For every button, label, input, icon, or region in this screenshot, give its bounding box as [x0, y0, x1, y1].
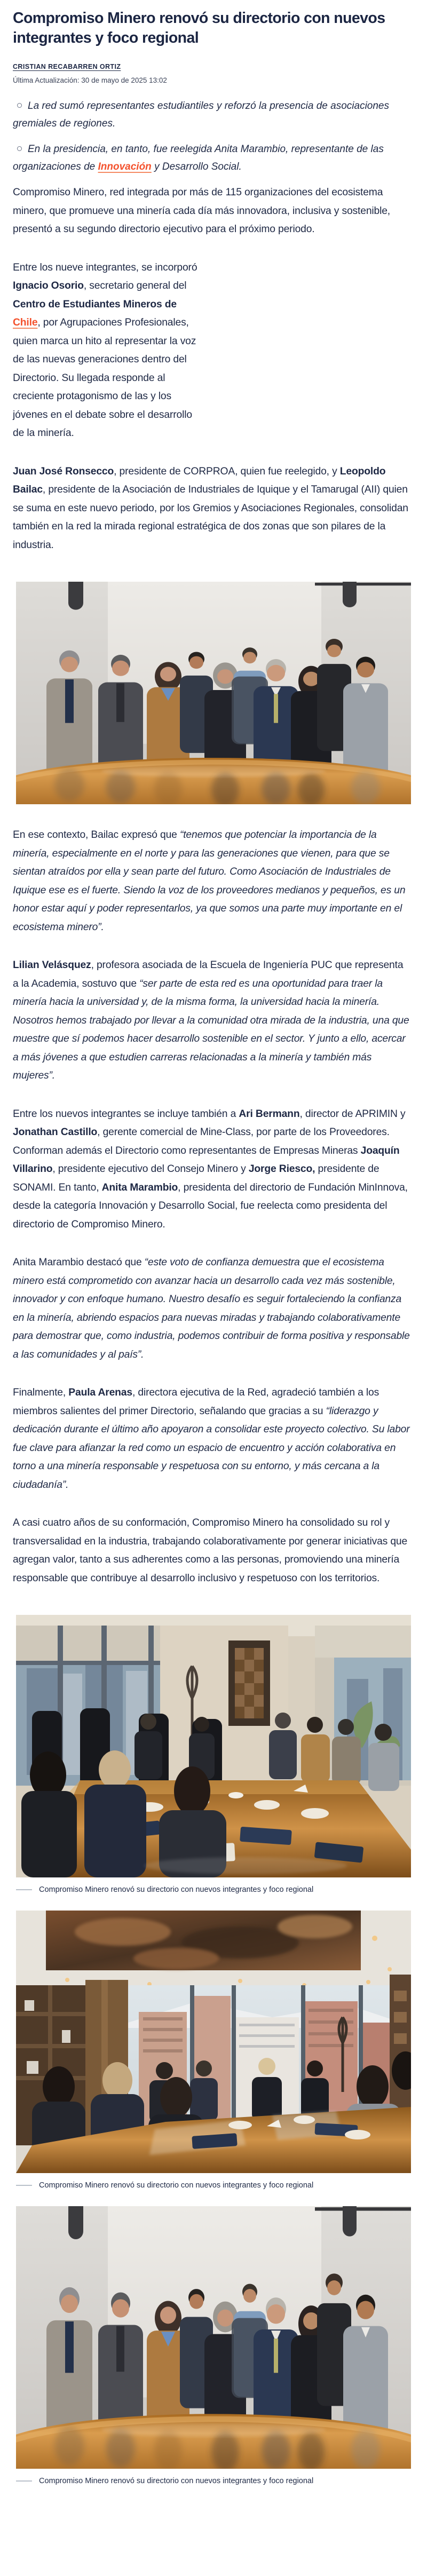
paragraph — [13, 1105, 411, 1234]
text-segment: “liderazgo y dedicación durante el último año apoyaron a consolidar este proyecto colectivo. Su labor fue clave para afianzar la red como un espacio de encuentro y acción colaborativa en torno a una minería responsable y respetuosa con su entorno, y más cercana a la ciudadanía”. — [13, 1405, 410, 1491]
photo-boardroom-city — [16, 1911, 411, 2173]
text-segment: En la presidencia, en tanto, fue reelegida Anita Marambio, representante de las organizaciones de — [13, 144, 384, 172]
text-segment: Juan José Ronsecco — [13, 465, 114, 477]
figure-caption — [16, 2476, 411, 2486]
caption-dash-icon — [16, 2185, 32, 2186]
caption-text: Compromiso Minero renovó su directorio con nuevos integrantes y foco regional — [39, 2477, 314, 2485]
text-segment: Centro de Estudiantes Mineros de — [13, 298, 177, 310]
photo-directors-group-2 — [16, 2206, 411, 2469]
text-segment: Jorge Riesco, — [248, 1163, 315, 1175]
bullet-icon — [17, 146, 22, 151]
paragraph — [13, 184, 411, 239]
text-segment: , presidente de CORPROA, quien fue reelegido, y — [114, 465, 340, 477]
text-segment: y Desarrollo Social. — [151, 161, 242, 172]
article-continued — [0, 821, 427, 1615]
text-segment: En ese contexto, Bailac expresó que — [13, 829, 180, 841]
article — [0, 0, 427, 582]
text-segment: Joaquín Villarino — [13, 1145, 400, 1175]
text-segment: Paula Arenas — [68, 1387, 132, 1398]
figure-2 — [16, 1615, 411, 1895]
text-segment: “ser parte de esta red es una oportunidad para traer la minería hacia la universidad y, de la misma forma, la universidad hacia la minería. Nosotros hemos trabajado por llevar a la comunidad otra mirada de la industria, una que muestre que sí podemos hacer desarrollo sostenible en el sector. Y junto a ello, acercar a más jóvenes a que estudien carreras relacionadas a la minería y también más mujeres”. — [13, 978, 409, 1081]
text-segment: Entre los nuevos integrantes se incluye también a — [13, 1108, 239, 1120]
text-segment: , profesora asociada de la Escuela de Ingeniería PUC que representa a la Academia, sostuvo que — [13, 960, 404, 989]
text-segment: Compromiso Minero, red integrada por más de 115 organizaciones del ecosistema minero, que promueve una minería cada día más innovadora, inclusiva y sostenible, presentó a su segundo directorio ejecutivo para el próximo periodo. — [13, 187, 391, 235]
highlight-text — [13, 144, 384, 172]
highlight-text — [13, 100, 389, 129]
text-segment: “este voto de confianza demuestra que el ecosistema minero está comprometido con avanzar hacia un desarrollo cada vez más sostenible, innovador y con enfoque humano. Nuestro desafío es seguir fortaleciendo la confianza en la minería, abriendo espacios para nuevas miradas y trabajando colaborativamente para demostrar que, como industria, podemos contribuir de forma positiva y responsable a las comunidades y al país”. — [13, 1257, 410, 1360]
figure-4 — [16, 2206, 411, 2486]
text-segment: La red sumó representantes estudiantiles y reforzó la presencia de asociaciones gremiales de regiones. — [13, 100, 389, 129]
page-title: Compromiso Minero renovó su directorio con nuevos integrantes y foco regional — [13, 10, 385, 46]
figure-caption — [16, 2181, 411, 2190]
text-segment: , presidenta del directorio de Fundación MinInnova, desde la categoría Innovación y Desarrollo Social, fue reelecta como presidenta del directorio de Compromiso Minero. — [13, 1182, 408, 1230]
text-segment: Finalmente, — [13, 1387, 69, 1398]
caption-text: Compromiso Minero renovó su directorio con nuevos integrantes y foco regional — [39, 1885, 314, 1894]
paragraph — [13, 463, 411, 555]
text-segment: “tenemos que potenciar la importancia de la minería, especialmente en el norte y para las generaciones que vienen, para que se sientan atraídos por ella y sean parte del futuro. Como Asociación de Industriales de Iquique ese es el fuerte. Siendo la voz de los proveedores medianos y pequeños, es un honor estar aquí y poder representarlos, ya que somos una parte muy importante en el ecosistema minero”. — [13, 829, 406, 933]
text-segment: Ignacio Osorio — [13, 280, 84, 291]
text-segment: , director de APRIMIN y — [299, 1108, 406, 1120]
figure-caption — [16, 1885, 411, 1895]
caption-text: Compromiso Minero renovó su directorio con nuevos integrantes y foco regional — [39, 2181, 314, 2190]
text-segment: Leopoldo Bailac — [13, 465, 386, 495]
bullet-icon — [17, 103, 22, 108]
article-highlights — [13, 97, 414, 176]
text-segment: , gerente comercial de Mine-Class, por parte de los Proveedores. Conforman además el Directorio como representantes de Empresas Mineras — [13, 1127, 390, 1156]
text-segment: Lilian Velásquez — [13, 960, 91, 971]
author-link[interactable]: CRISTIAN RECABARREN ORTIZ — [13, 63, 121, 70]
text-segment: , secretario general del — [83, 280, 187, 291]
text-segment: Entre los nueve integrantes, se incorporó — [13, 261, 197, 273]
text-segment: Ari Bermann — [239, 1108, 300, 1120]
inline-link[interactable]: Innovación — [98, 161, 152, 172]
photo-directors-group — [16, 582, 411, 804]
paragraph — [13, 1254, 411, 1364]
figure-3 — [16, 1911, 411, 2190]
paragraph — [13, 1384, 411, 1494]
updated-timestamp: Última Actualización: 30 de mayo de 2025 13:02 — [13, 76, 167, 84]
highlight-item — [13, 140, 397, 176]
caption-dash-icon — [16, 1889, 32, 1890]
caption-dash-icon — [16, 2480, 32, 2482]
text-segment: , directora ejecutiva de la Red, agradeció también a los miembros salientes del primer Directorio, señalando que gracias a su — [13, 1387, 379, 1417]
text-segment: , presidente ejecutivo del Consejo Minero y — [52, 1163, 249, 1175]
paragraph — [13, 1514, 411, 1588]
text-segment: Anita Marambio — [101, 1182, 178, 1193]
inline-link[interactable]: Chile — [13, 317, 38, 328]
photo-board-meeting — [16, 1615, 411, 1877]
text-segment: Jonathan Castillo — [13, 1127, 98, 1138]
text-segment: , por Agrupaciones Profesionales, quien marca un hito al representar la voz de las nuevas generaciones dentro del Directorio. Su llegada responde al creciente protagonismo de las y los jóvenes en el debate sobre el desarrollo de la minería. — [13, 317, 196, 439]
highlight-item — [13, 97, 397, 132]
paragraph — [13, 259, 201, 443]
paragraph — [13, 956, 411, 1085]
text-segment: , presidente de la Asociación de Industriales de Iquique y el Tamarugal (AII) quien se suma en este nuevo periodo, por los Gremios y Asociaciones Regionales, consolidan también en la red la mirada regional estratégica de dos zonas que son pilares de la industria. — [13, 484, 408, 551]
paragraph — [13, 826, 411, 937]
text-segment: A casi cuatro años de su conformación, Compromiso Minero ha consolidado su rol y transversalidad en la industria, trabajando colaborativamente por generar iniciativas que agregan valor, tanto a sus adherentes como a las personas, promoviendo una minería responsable que contribuye al desarrollo inclusivo y respetuoso con los territorios. — [13, 1517, 408, 1584]
text-segment: Anita Marambio destacó que — [13, 1257, 145, 1268]
figure-1 — [16, 582, 411, 804]
text-segment: presidente de SONAMI. En tanto, — [13, 1163, 379, 1193]
